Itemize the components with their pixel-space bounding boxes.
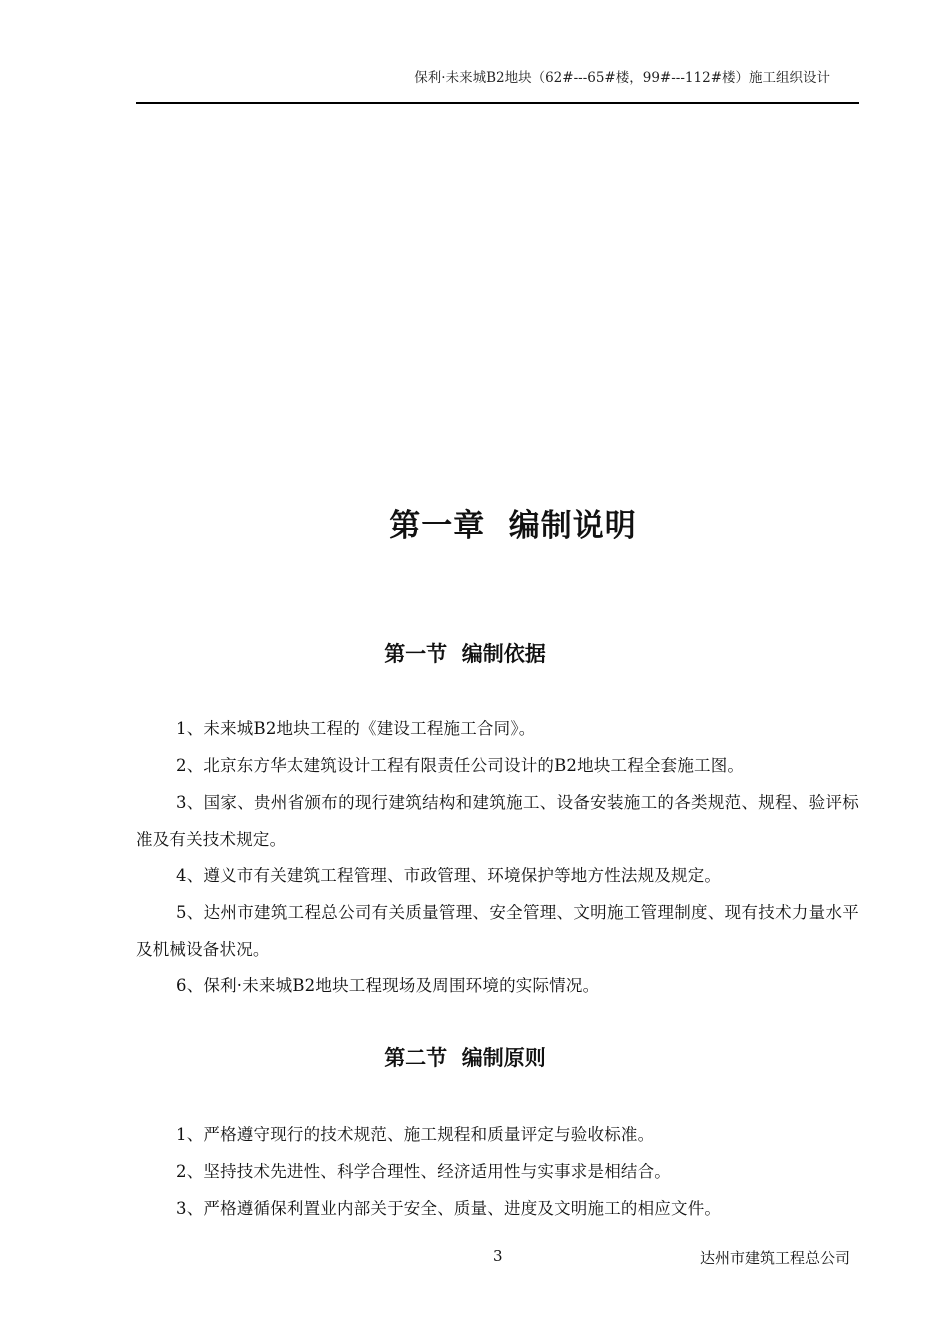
principle-item-2: 2、坚持技术先进性、科学合理性、经济适用性与实事求是相结合。: [176, 1162, 671, 1181]
footer-company: 达州市建筑工程总公司: [699, 1249, 850, 1267]
page-number: 3: [493, 1247, 503, 1265]
basis-item-2: 2、北京东方华太建筑设计工程有限责任公司设计的B2地块工程全套施工图。: [176, 756, 745, 775]
basis-item-6: 6、保利·未来城B2地块工程现场及周围环境的实际情况。: [176, 976, 600, 995]
running-header: 保利·未来城B2地块（62#---65#楼，99#---112#楼）施工组织设计: [414, 70, 830, 86]
section-title-basis: 第一节 编制依据: [384, 642, 546, 666]
basis-item-3: 3、国家、贵州省颁布的现行建筑结构和建筑施工、设备安装施工的各类规范、规程、验评标准及有关技术规定。: [136, 793, 859, 849]
header-rule: [136, 102, 859, 104]
chapter-title: 第一章 编制说明: [389, 508, 637, 544]
basis-item-4: 4、遵义市有关建筑工程管理、市政管理、环境保护等地方性法规及规定。: [176, 866, 722, 885]
basis-item-1: 1、未来城B2地块工程的《建设工程施工合同》。: [176, 719, 536, 738]
section-title-principles: 第二节 编制原则: [384, 1046, 546, 1070]
basis-item-5: 5、达州市建筑工程总公司有关质量管理、安全管理、文明施工管理制度、现有技术力量水平及机械设备状况。: [136, 903, 859, 959]
principle-item-3: 3、严格遵循保利置业内部关于安全、质量、进度及文明施工的相应文件。: [176, 1199, 722, 1218]
principle-item-1: 1、严格遵守现行的技术规范、施工规程和质量评定与验收标准。: [176, 1125, 655, 1144]
